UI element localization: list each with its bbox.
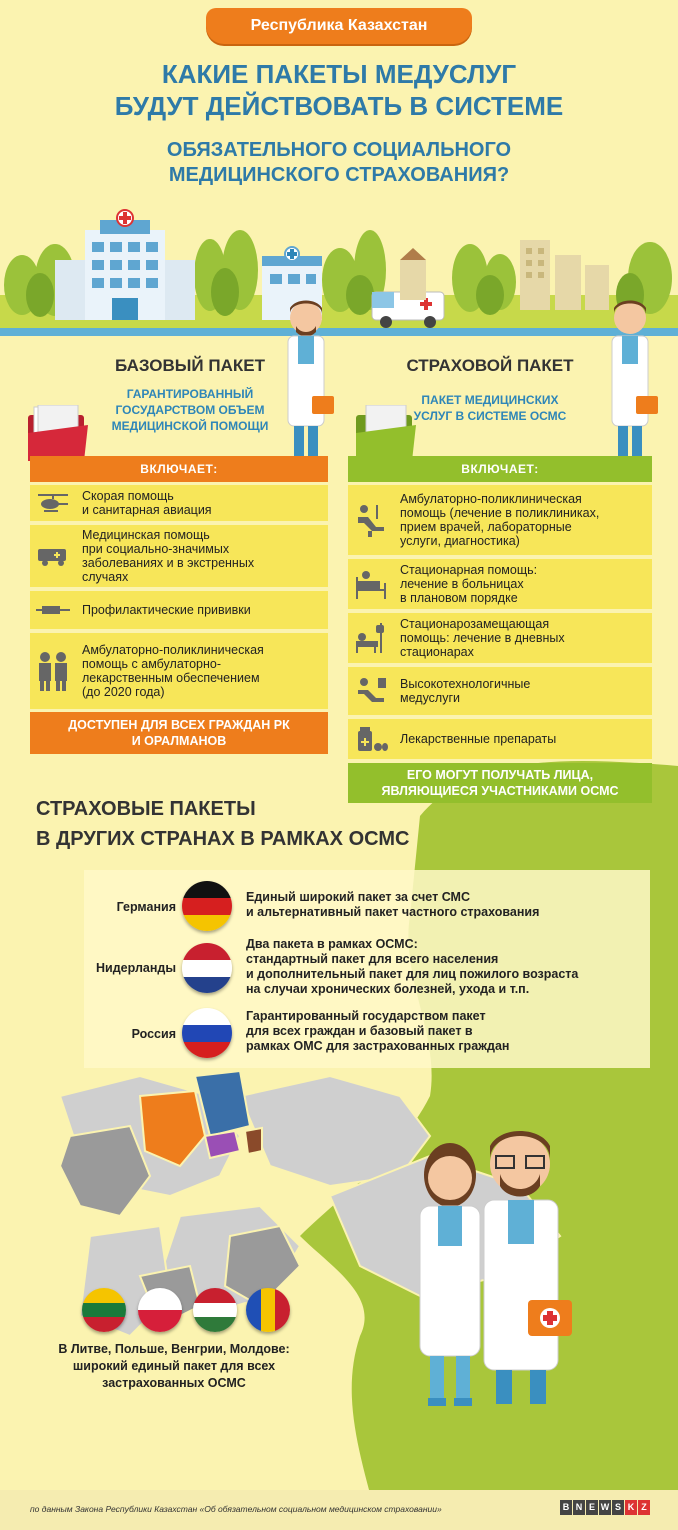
baltic-line-2: широкий единый пакет для всех xyxy=(72,1359,276,1373)
netherlands-flag-icon xyxy=(182,943,232,993)
brand-letter-w: W xyxy=(599,1500,611,1515)
netherlands-desc-line-3: и дополнительный пакет для лиц пожилого возраста xyxy=(246,967,579,981)
brand-letter-s: S xyxy=(612,1500,624,1515)
doctors-icon xyxy=(30,633,76,709)
syringe-icon xyxy=(30,591,76,629)
basic-item-1-line-1: Скорая помощь xyxy=(82,489,174,503)
ambulance-icon xyxy=(30,525,76,587)
basic-includes-header: ВКЛЮЧАЕТ: xyxy=(30,456,328,482)
basic-footer xyxy=(30,712,328,754)
basic-item-4-line-4: (до 2020 года) xyxy=(82,685,165,699)
insurance-item-3-line-2: помощь: лечение в дневных xyxy=(400,631,565,645)
basic-item-2-line-1: Медицинская помощь xyxy=(82,528,210,542)
russia-flag-icon xyxy=(182,1008,232,1058)
hungary-flag-icon xyxy=(193,1288,237,1332)
russia-desc-line-1: Гарантированный государством пакет xyxy=(246,1009,486,1023)
insurance-footer-line-1: ЕГО МОГУТ ПОЛУЧАТЬ ЛИЦА, xyxy=(406,768,594,782)
russia-desc-line-3: рамках ОМС для застрахованных граждан xyxy=(246,1039,510,1053)
insurance-item-4 xyxy=(348,667,652,715)
doctor-basic-illustration xyxy=(276,296,336,466)
main-title xyxy=(0,58,678,122)
basic-package-title: БАЗОВЫЙ ПАКЕТ xyxy=(115,356,265,375)
insurance-item-1-line-1: Амбулаторно-поликлиническая xyxy=(400,492,582,506)
title-line-3: ОБЯЗАТЕЛЬНОГО СОЦИАЛЬНОГО xyxy=(166,139,512,161)
other-countries-title xyxy=(36,794,409,854)
insurance-item-1 xyxy=(348,485,652,555)
germany-desc-line-1: Единый широкий пакет за счет СМС xyxy=(246,890,470,904)
insurance-package-subtitle xyxy=(380,392,600,424)
hospital-building-icon xyxy=(55,210,195,320)
lithuania-flag-icon xyxy=(82,1288,126,1332)
city-scene-illustration xyxy=(0,200,678,335)
basic-footer-line-1: ДОСТУПЕН ДЛЯ ВСЕХ ГРАЖДАН РК xyxy=(68,718,290,732)
insurance-item-5-line-1: Лекарственные препараты xyxy=(400,732,557,746)
basic-item-3-line-1: Профилактические прививки xyxy=(82,603,251,617)
brand-letter-b: B xyxy=(560,1500,572,1515)
basic-sub-line-2: ГОСУДАРСТВОМ ОБЪЕМ xyxy=(115,403,265,417)
other-title-line-1: СТРАХОВЫЕ ПАКЕТЫ xyxy=(36,798,256,820)
basic-item-1 xyxy=(30,485,328,521)
basic-item-3 xyxy=(30,591,328,629)
germany-flag-icon xyxy=(182,881,232,931)
basic-footer-line-2: И ОРАЛМАНОВ xyxy=(131,734,227,748)
basic-item-2-line-2: при социально-значимых xyxy=(82,542,230,556)
hospital-bed-icon xyxy=(348,559,394,609)
basic-item-4-line-1: Амбулаторно-поликлиническая xyxy=(82,643,264,657)
basic-item-2 xyxy=(30,525,328,587)
insurance-item-2-line-2: лечение в больницах xyxy=(400,577,524,591)
netherlands-desc-line-2: стандартный пакет для всего населения xyxy=(246,952,499,966)
insurance-item-4-line-2: медуслуги xyxy=(400,691,461,705)
country-name-germany: Германия xyxy=(116,900,176,914)
insurance-item-5 xyxy=(348,719,652,759)
germany-desc-line-2: и альтернативный пакет частного страхования xyxy=(246,905,540,919)
russia-desc-line-2: для всех граждан и базовый пакет в xyxy=(246,1024,473,1038)
dentist-chair-icon xyxy=(348,485,394,555)
basic-sub-line-1: ГАРАНТИРОВАННЫЙ xyxy=(126,387,254,401)
country-name-russia: Россия xyxy=(131,1027,176,1041)
moldova-flag-icon xyxy=(246,1288,290,1332)
doctors-couple-illustration xyxy=(400,1120,580,1410)
divider-band xyxy=(0,328,678,336)
insurance-item-2 xyxy=(348,559,652,609)
country-desc-russia xyxy=(246,1009,656,1054)
brand-letter-n: N xyxy=(573,1500,585,1515)
helicopter-icon xyxy=(30,485,76,521)
insurance-item-1-line-3: прием врачей, лабораторные xyxy=(400,520,572,534)
insurance-package-title: СТРАХОВОЙ ПАКЕТ xyxy=(406,356,574,375)
region-badge: Республика Казахстан xyxy=(206,8,472,44)
title-line-2: БУДУТ ДЕЙСТВОВАТЬ В СИСТЕМЕ xyxy=(114,91,564,121)
baltic-line-1: В Литве, Польше, Венгрии, Молдове: xyxy=(58,1342,290,1356)
source-note: по данным Закона Республики Казахстан «Об обязательном социальном медицинском страховании» xyxy=(30,1504,442,1514)
insurance-sub-line-1: ПАКЕТ МЕДИЦИНСКИХ xyxy=(421,393,559,407)
insurance-item-3 xyxy=(348,613,652,663)
title-line-4: МЕДИЦИНСКОГО СТРАХОВАНИЯ? xyxy=(168,164,510,186)
basic-item-4 xyxy=(30,633,328,709)
insurance-item-1-line-4: услуги, диагностика) xyxy=(400,534,520,548)
basic-item-2-line-3: заболеваниях и в экстренных xyxy=(82,556,255,570)
netherlands-desc-line-1: Два пакета в рамках ОСМС: xyxy=(246,937,418,951)
basic-sub-line-3: МЕДИЦИНСКОЙ ПОМОЩИ xyxy=(111,419,269,433)
brand-letter-z: Z xyxy=(638,1500,650,1515)
insurance-includes-header: ВКЛЮЧАЕТ: xyxy=(348,456,652,482)
hightech-icon xyxy=(348,667,394,715)
baltic-line-3: застрахованных ОСМС xyxy=(102,1376,246,1390)
basic-item-4-line-3: лекарственным обеспечением xyxy=(82,671,260,685)
pills-icon xyxy=(348,719,394,759)
country-desc-germany xyxy=(246,890,656,920)
insurance-item-3-line-1: Стационарозамещающая xyxy=(400,617,550,631)
country-name-netherlands: Нидерланды xyxy=(96,961,176,975)
basic-item-4-line-2: помощь с амбулаторно- xyxy=(82,657,222,671)
insurance-item-4-line-1: Высокотехнологичные xyxy=(400,677,531,691)
baltic-countries-note xyxy=(44,1341,304,1392)
other-title-line-2: В ДРУГИХ СТРАНАХ В РАМКАХ ОСМС xyxy=(36,828,410,850)
netherlands-desc-line-4: на случаи хронических болезней, ухода и т.п. xyxy=(246,982,530,996)
doctor-insurance-illustration xyxy=(600,296,660,466)
insurance-item-2-line-1: Стационарная помощь: xyxy=(400,563,538,577)
sub-title xyxy=(0,138,678,188)
insurance-item-1-line-2: помощь (лечение в поликлиниках, xyxy=(400,506,600,520)
bnews-logo xyxy=(560,1500,651,1515)
brand-letter-k: K xyxy=(625,1500,637,1515)
poland-flag-icon xyxy=(138,1288,182,1332)
moldova-map-region xyxy=(245,1128,262,1154)
insurance-footer-line-2: ЯВЛЯЮЩИЕСЯ УЧАСТНИКАМИ ОСМС xyxy=(381,784,619,798)
title-line-1: КАКИЕ ПАКЕТЫ МЕДУСЛУГ xyxy=(161,59,517,89)
insurance-sub-line-2: УСЛУГ В СИСТЕМЕ ОСМС xyxy=(413,409,567,423)
iv-bed-icon xyxy=(348,613,394,663)
brand-letter-e: E xyxy=(586,1500,598,1515)
basic-package-subtitle xyxy=(80,386,300,434)
insurance-item-3-line-3: стационарах xyxy=(400,645,474,659)
basic-item-1-line-2: и санитарная авиация xyxy=(82,503,212,517)
country-desc-netherlands xyxy=(246,937,656,997)
basic-item-2-line-4: случаях xyxy=(82,570,129,584)
insurance-item-2-line-3: в плановом порядке xyxy=(400,591,518,605)
